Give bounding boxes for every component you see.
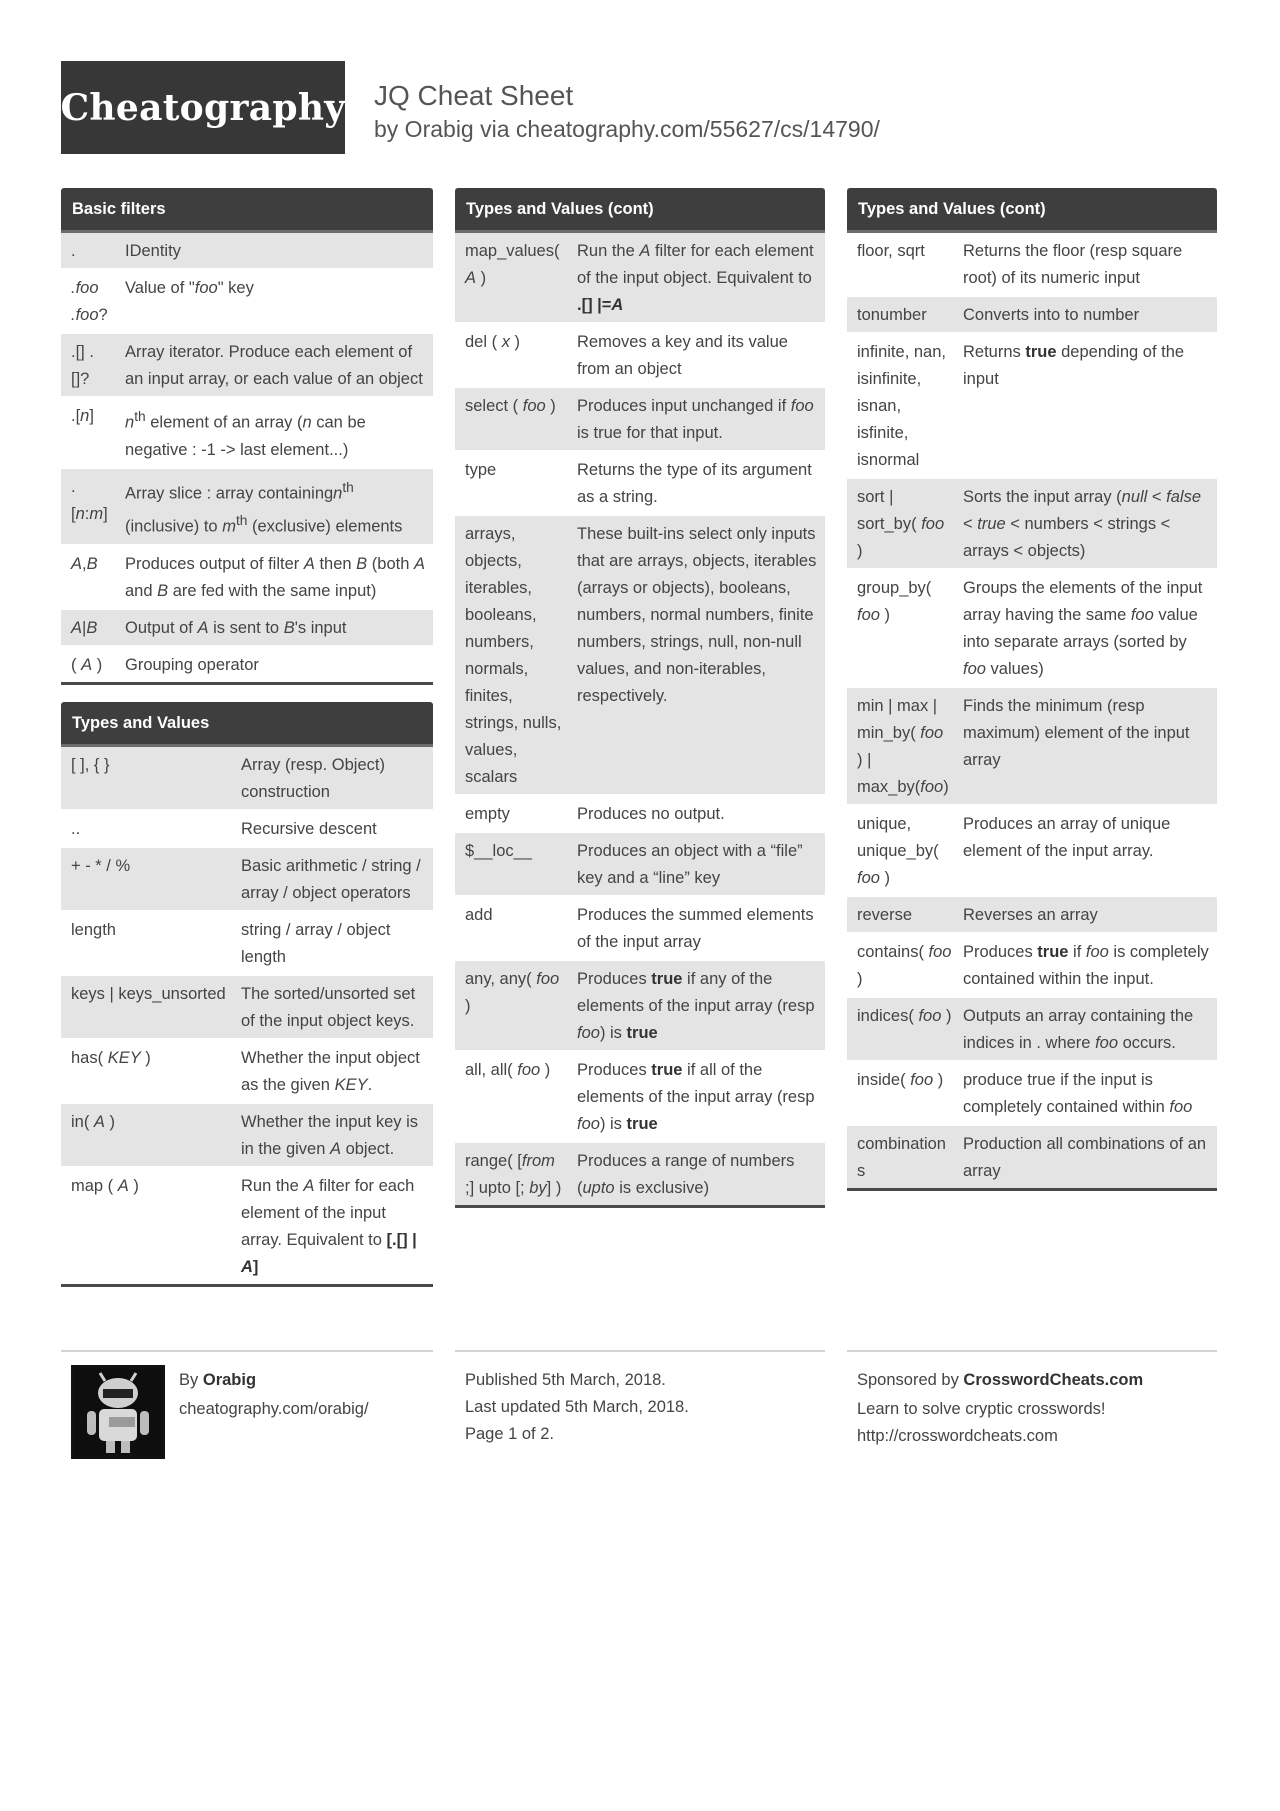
footer-divider [455,1350,825,1352]
section-types-and-values-cont-2 [847,188,1217,1191]
row-value: Outputs an array containing the indices in . where foo occurs. [957,997,1217,1061]
row-key: infinite, nan, isinfinite, isnan, isfinite, isnormal [847,333,957,478]
basic-filters-table [61,233,433,682]
page-subtitle: by Orabig via cheatography.com/55627/cs/14790/ [374,116,880,142]
row-key: map_values( A ) [455,233,571,323]
row-key: keys | keys_unsorted [61,975,235,1039]
row-value: Produces a range of numbers (upto is exclusive) [571,1142,825,1205]
row-key: del ( x ) [455,323,571,387]
section-footer-rule [847,1188,1217,1191]
row-value: Returns true depending of the input [957,333,1217,478]
row-value: Array iterator. Produce each element of an input array, or each value of an object [119,333,433,397]
row-key: ( A ) [61,646,119,682]
types-table [61,747,433,1284]
section-footer-rule [61,1284,433,1287]
published-date: Published 5th March, 2018. [465,1371,666,1389]
sponsor-name[interactable]: CrosswordCheats.com [963,1371,1144,1389]
author-name[interactable]: Orabig [202,1371,257,1389]
row-value: Whether the input object as the given KEY. [235,1039,433,1103]
column-3 [847,188,1217,1208]
row-value: produce true if the input is completely contained within foo [957,1061,1217,1125]
robot-avatar-icon [75,1369,161,1455]
row-value: $n^{th}$ element of an array (n can be negative : -1 -> last element...) [119,397,433,468]
row-key: indices( foo ) [847,997,957,1061]
row-key: [ ], { } [61,747,235,810]
row-key: empty [455,795,571,832]
row-value: Converts into to number [957,296,1217,333]
section-title: Types and Values (cont) [455,188,825,233]
row-value: Produces output of filter A then B (both A and B are fed with the same input) [119,545,433,609]
row-key: select ( foo ) [455,387,571,451]
row-value: Returns the floor (resp square root) of its numeric input [963,242,1183,287]
row-value: Returns the type of its argument as a string. [571,451,825,515]
row-key: .[] . []? [61,333,119,397]
row-value: Run the A filter for each element of the input array. Equivalent to [.[] | A] [235,1167,433,1284]
row-key: arrays, objects, iterables, booleans, numbers, normals, finites, strings, nulls, values, scalars [455,515,571,795]
sponsored-label: Sponsored by [857,1371,959,1389]
row-value: Production all combinations of an array [957,1125,1217,1188]
row-key: inside( foo ) [847,1061,957,1125]
row-value: Removes a key and its value from an object [571,323,825,387]
page-title: JQ Cheat Sheet [374,80,574,111]
column-1 [61,188,433,1304]
page-number: Page 1 of 2. [465,1425,554,1443]
section-title: Types and Values (cont) [847,188,1217,233]
row-key: .foo .foo? [61,269,119,333]
row-key: min | max | min_by( foo ) | max_by(foo) [847,687,957,805]
row-value: Produces true if all of the elements of the input array (resp foo) is true [571,1051,825,1142]
row-value: Produces an array of unique element of the input array. [957,805,1217,896]
row-key: tonumber [847,296,957,333]
types-cont-table-2 [847,233,1217,1188]
section-footer-rule [61,682,433,685]
row-value: Groups the elements of the input array having the same foo value into separate arrays (sorted by foo values) [957,569,1217,687]
row-value: Produces input unchanged if foo is true for that input. [571,387,825,451]
sponsor-url[interactable]: http://crosswordcheats.com [857,1427,1058,1445]
row-key: length [61,911,235,975]
footer-divider [61,1350,433,1352]
author-url[interactable]: cheatography.com/orabig/ [179,1400,369,1418]
sponsor-tagline: Learn to solve cryptic crosswords! [857,1400,1106,1418]
types-cont-table-1 [455,233,825,1205]
row-value: Array (resp. Object) construction [235,747,433,810]
row-value: IDentity [119,233,433,269]
row-value: Run the A filter for each element of the input object. Equivalent to .[] |=A [571,233,825,323]
section-types-and-values [61,702,433,1287]
row-value: Value of "foo" key [119,269,433,333]
row-value: Finds the minimum (resp maximum) element of the input array [957,687,1217,805]
row-value: Produces an object with a “file” key and a “line” key [571,832,825,896]
updated-date: Last updated 5th March, 2018. [465,1398,689,1416]
row-value: Produces true if foo is completely contained within the input. [957,933,1217,997]
column-2 [455,188,825,1225]
section-title: Basic filters [61,188,433,233]
row-value: Grouping operator [119,646,433,682]
row-key: + - * / % [61,847,235,911]
row-key: in( A ) [61,1103,235,1167]
row-key: all, all( foo ) [455,1051,571,1142]
row-key: A|B [61,609,119,646]
section-types-and-values-cont-1 [455,188,825,1208]
by-label: By [179,1371,199,1389]
row-key: any, any( foo ) [455,960,571,1051]
row-value: string / array / object length [235,911,433,975]
row-key: floor, sqrt [857,242,925,260]
footer-divider [847,1350,1217,1352]
row-key: has( KEY ) [61,1039,235,1103]
row-value: Produces no output. [571,795,825,832]
row-value: These built-ins select only inputs that are arrays, objects, iterables (arrays or objects), booleans, numbers, normal numbers, finite numbers, strings, null, non-null values, and non-iterables, respectively. [571,515,825,795]
row-key: A,B [61,545,119,609]
row-key: map ( A ) [61,1167,235,1284]
row-value: Basic arithmetic / string / array / object operators [235,847,433,911]
sponsor-line [857,1367,1143,1394]
cheatography-logo[interactable]: Cheatography [61,61,345,154]
row-key: . [61,233,119,269]
author-line [179,1367,256,1394]
row-key: combinations [847,1125,957,1188]
row-key: $__loc__ [455,832,571,896]
row-key: unique, unique_by( foo ) [847,805,957,896]
row-value: Output of A is sent to B's input [119,609,433,646]
row-key: . [n:m] [61,468,119,545]
row-key: sort | sort_by( foo ) [847,478,957,569]
row-key: reverse [847,896,957,933]
row-key: group_by( foo ) [847,569,957,687]
row-value: Array slice : array containingn$^{th}$ (inclusive) to $m^{th}$ (exclusive) elements [119,468,433,545]
row-value: The sorted/unsorted set of the input object keys. [235,975,433,1039]
row-value: Produces the summed elements of the input array [571,896,825,960]
row-value: Produces true if any of the elements of the input array (resp foo) is true [571,960,825,1051]
row-value: Reverses an array [957,896,1217,933]
row-key: type [455,451,571,515]
author-avatar[interactable] [71,1365,165,1459]
row-value: Whether the input key is in the given A object. [235,1103,433,1167]
row-key: add [455,896,571,960]
section-title: Types and Values [61,702,433,747]
row-key: range( [from ;] upto [; by] ) [455,1142,571,1205]
section-basic-filters [61,188,433,685]
row-value: Sorts the input array (null < false < true < numbers < strings < arrays < objects) [957,478,1217,569]
row-key: .. [61,810,235,847]
row-key: contains( foo ) [847,933,957,997]
section-footer-rule [455,1205,825,1208]
row-key: .[n] [61,397,119,468]
row-value: Recursive descent [235,810,433,847]
